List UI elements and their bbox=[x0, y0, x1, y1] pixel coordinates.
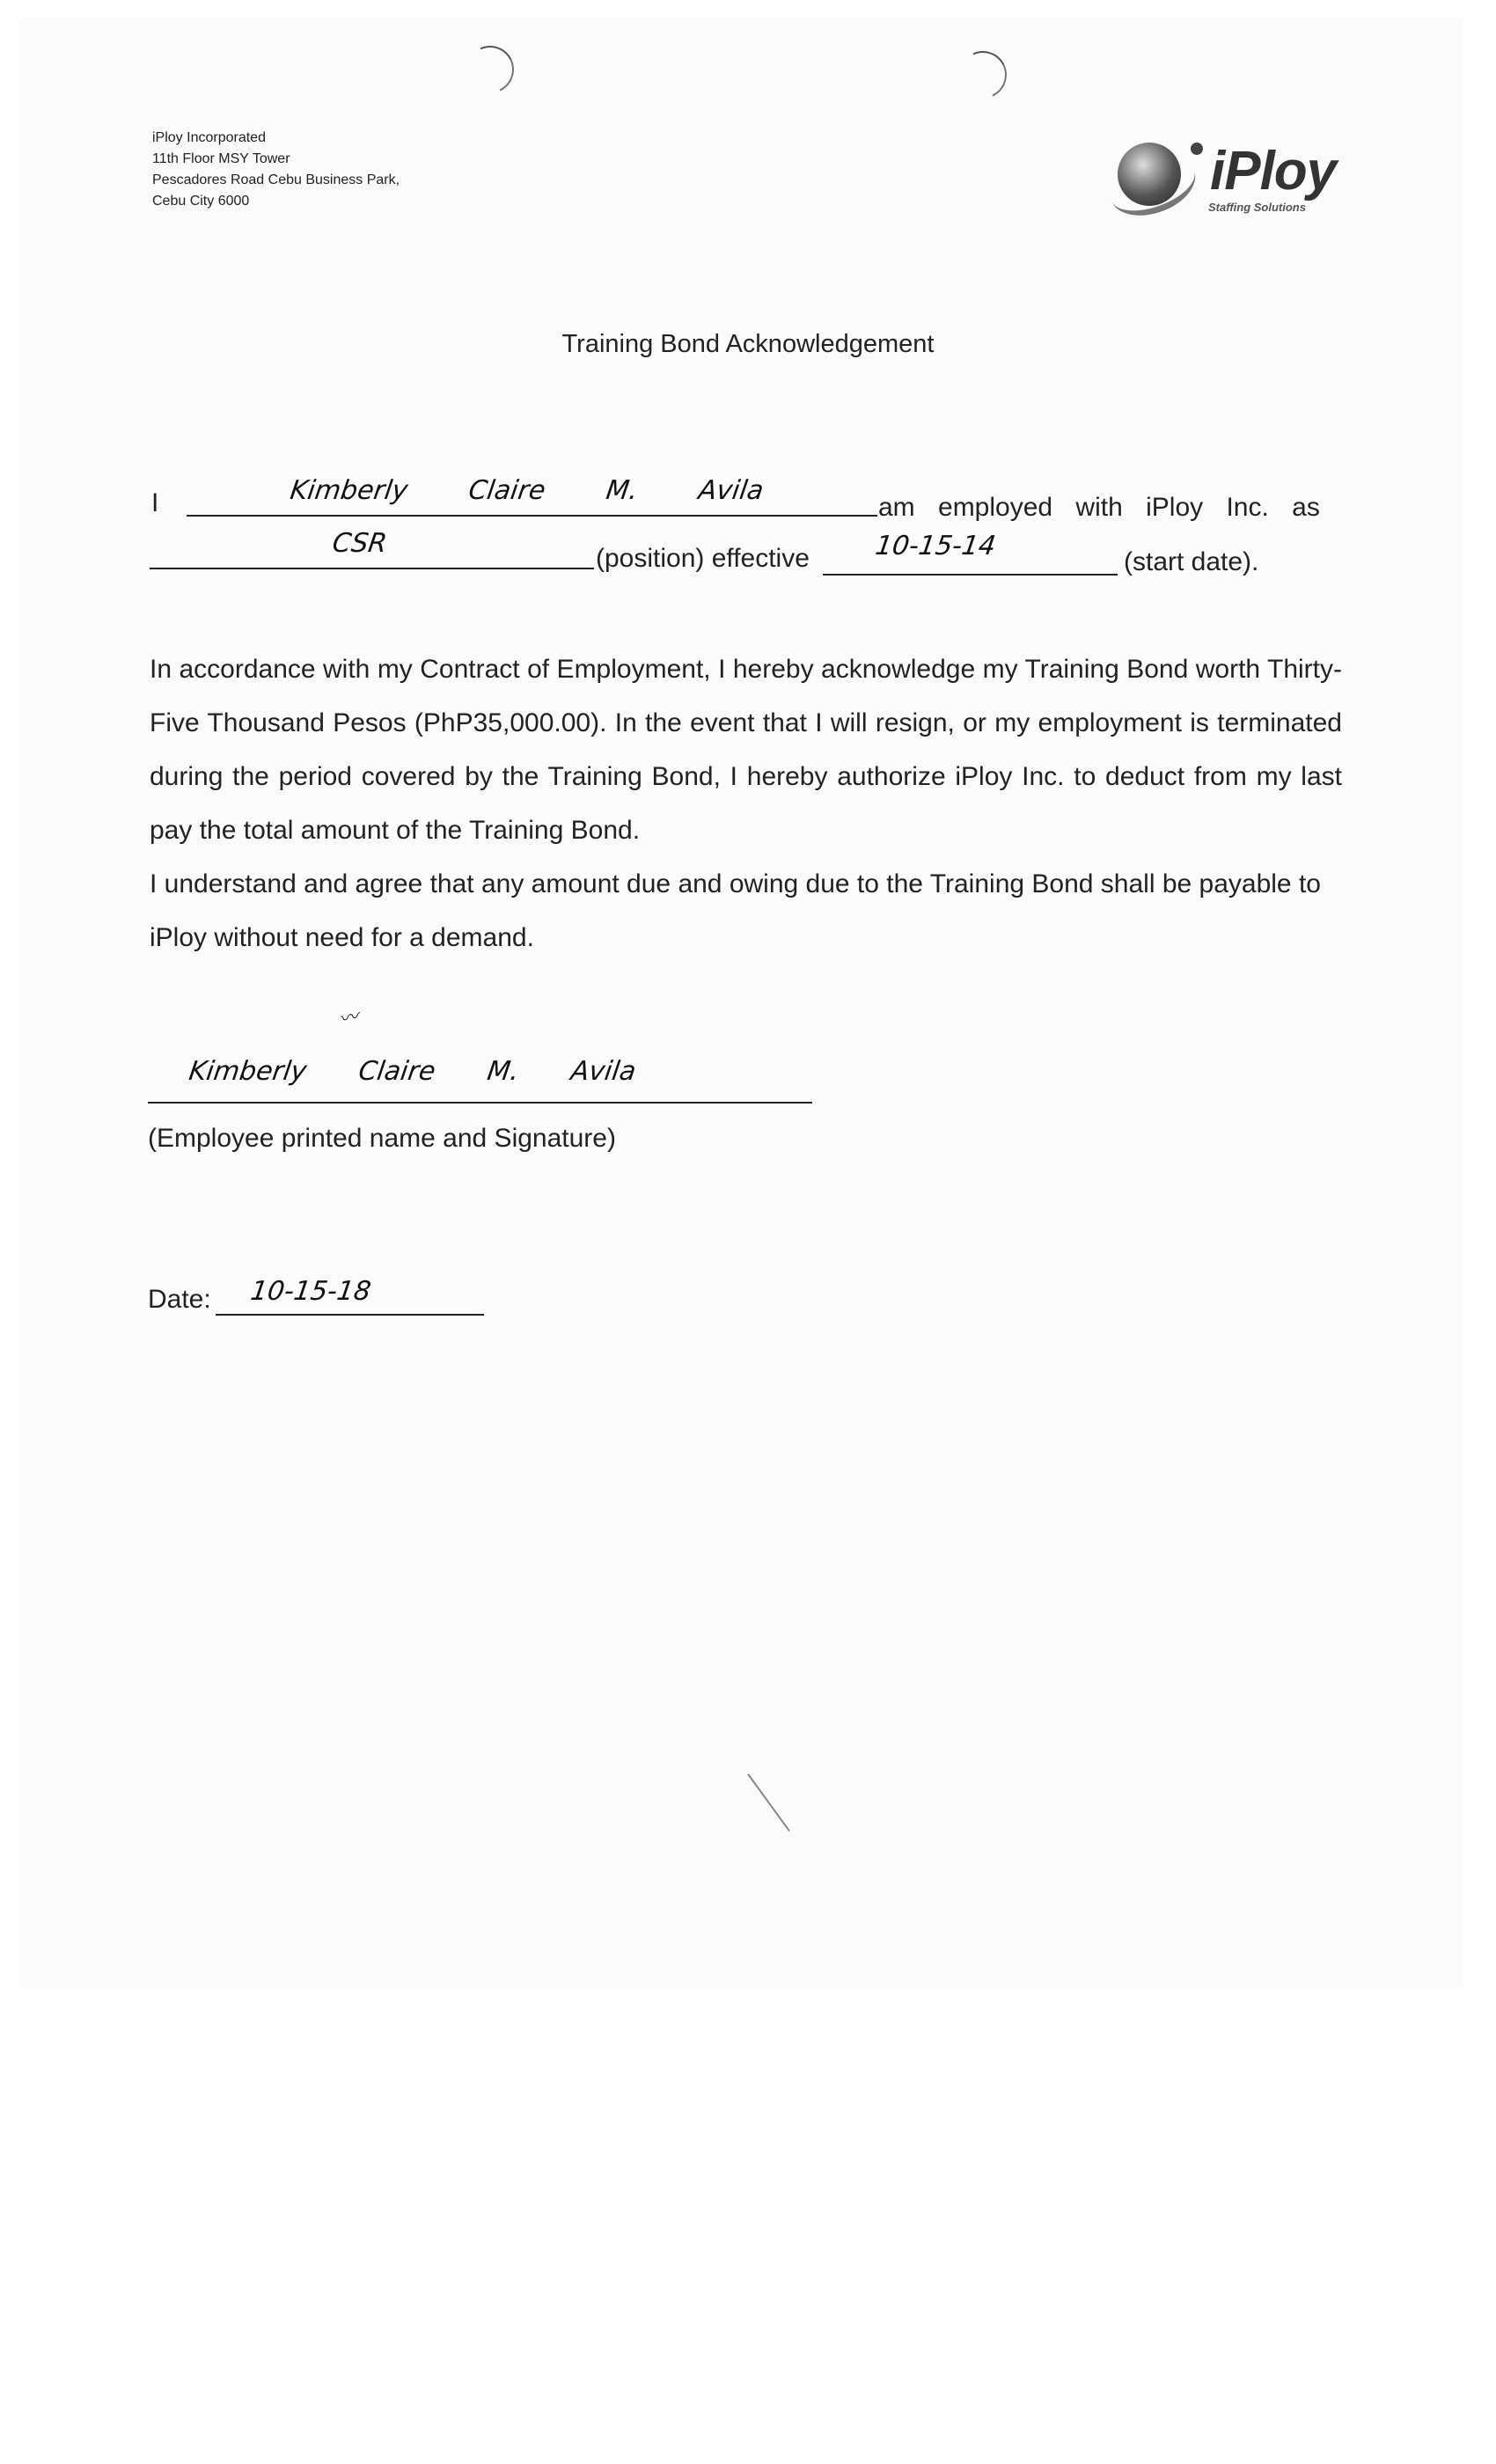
handwritten-start-date: 10-15-14 bbox=[873, 531, 998, 561]
company-address bbox=[152, 128, 400, 212]
name-blank bbox=[187, 515, 877, 517]
address-line: 11th Floor MSY Tower bbox=[152, 151, 290, 166]
document-title: Training Bond Acknowledgement bbox=[561, 330, 935, 358]
address-line: Cebu City 6000 bbox=[152, 194, 250, 209]
position-label: (position) effective bbox=[596, 544, 810, 573]
handwritten-date: 10-15-18 bbox=[248, 1276, 373, 1307]
handwritten-position: CSR bbox=[330, 528, 389, 559]
handwritten-name: Kimberly Claire M. Avila bbox=[288, 475, 766, 506]
signature-caption: (Employee printed name and Signature) bbox=[148, 1124, 616, 1153]
body-paragraph: I understand and agree that any amount due and owing due to the Training Bond shall be payable to iPloy without need for a demand. bbox=[150, 869, 1321, 952]
swoosh-icon bbox=[1102, 145, 1203, 226]
body-paragraph: In accordance with my Contract of Employment, I hereby acknowledge my Training Bond worth Thirty-Five Thousand Pesos (PhP35,000.00). In the event that I will resign, or my employment is terminated during the period covered by the Training Bond, I hereby authorize iPloy Inc. to deduct from my last pay the total amount of the Training Bond. bbox=[150, 655, 1342, 845]
logo-tagline: Staffing Solutions bbox=[1208, 201, 1306, 214]
start-date-blank bbox=[823, 574, 1118, 576]
address-line: Pescadores Road Cebu Business Park, bbox=[152, 172, 400, 187]
scanned-page bbox=[19, 18, 1463, 1989]
position-blank bbox=[150, 568, 594, 569]
intro-prefix: I bbox=[151, 488, 159, 517]
intro-text: am employed with iPloy Inc. as bbox=[878, 493, 1320, 522]
dot-icon bbox=[1191, 143, 1203, 155]
logo-wordmark: iPloy bbox=[1210, 141, 1337, 202]
date-label: Date: bbox=[148, 1285, 211, 1314]
iploy-logo bbox=[1113, 132, 1360, 220]
signature-line bbox=[148, 1102, 812, 1104]
signature-mark: 〰 bbox=[337, 1005, 361, 1031]
address-line: iPloy Incorporated bbox=[152, 130, 266, 145]
date-line bbox=[216, 1314, 484, 1316]
handwritten-printed-name: Kimberly Claire M. Avila bbox=[187, 1056, 638, 1087]
start-date-label: (start date). bbox=[1124, 547, 1259, 576]
